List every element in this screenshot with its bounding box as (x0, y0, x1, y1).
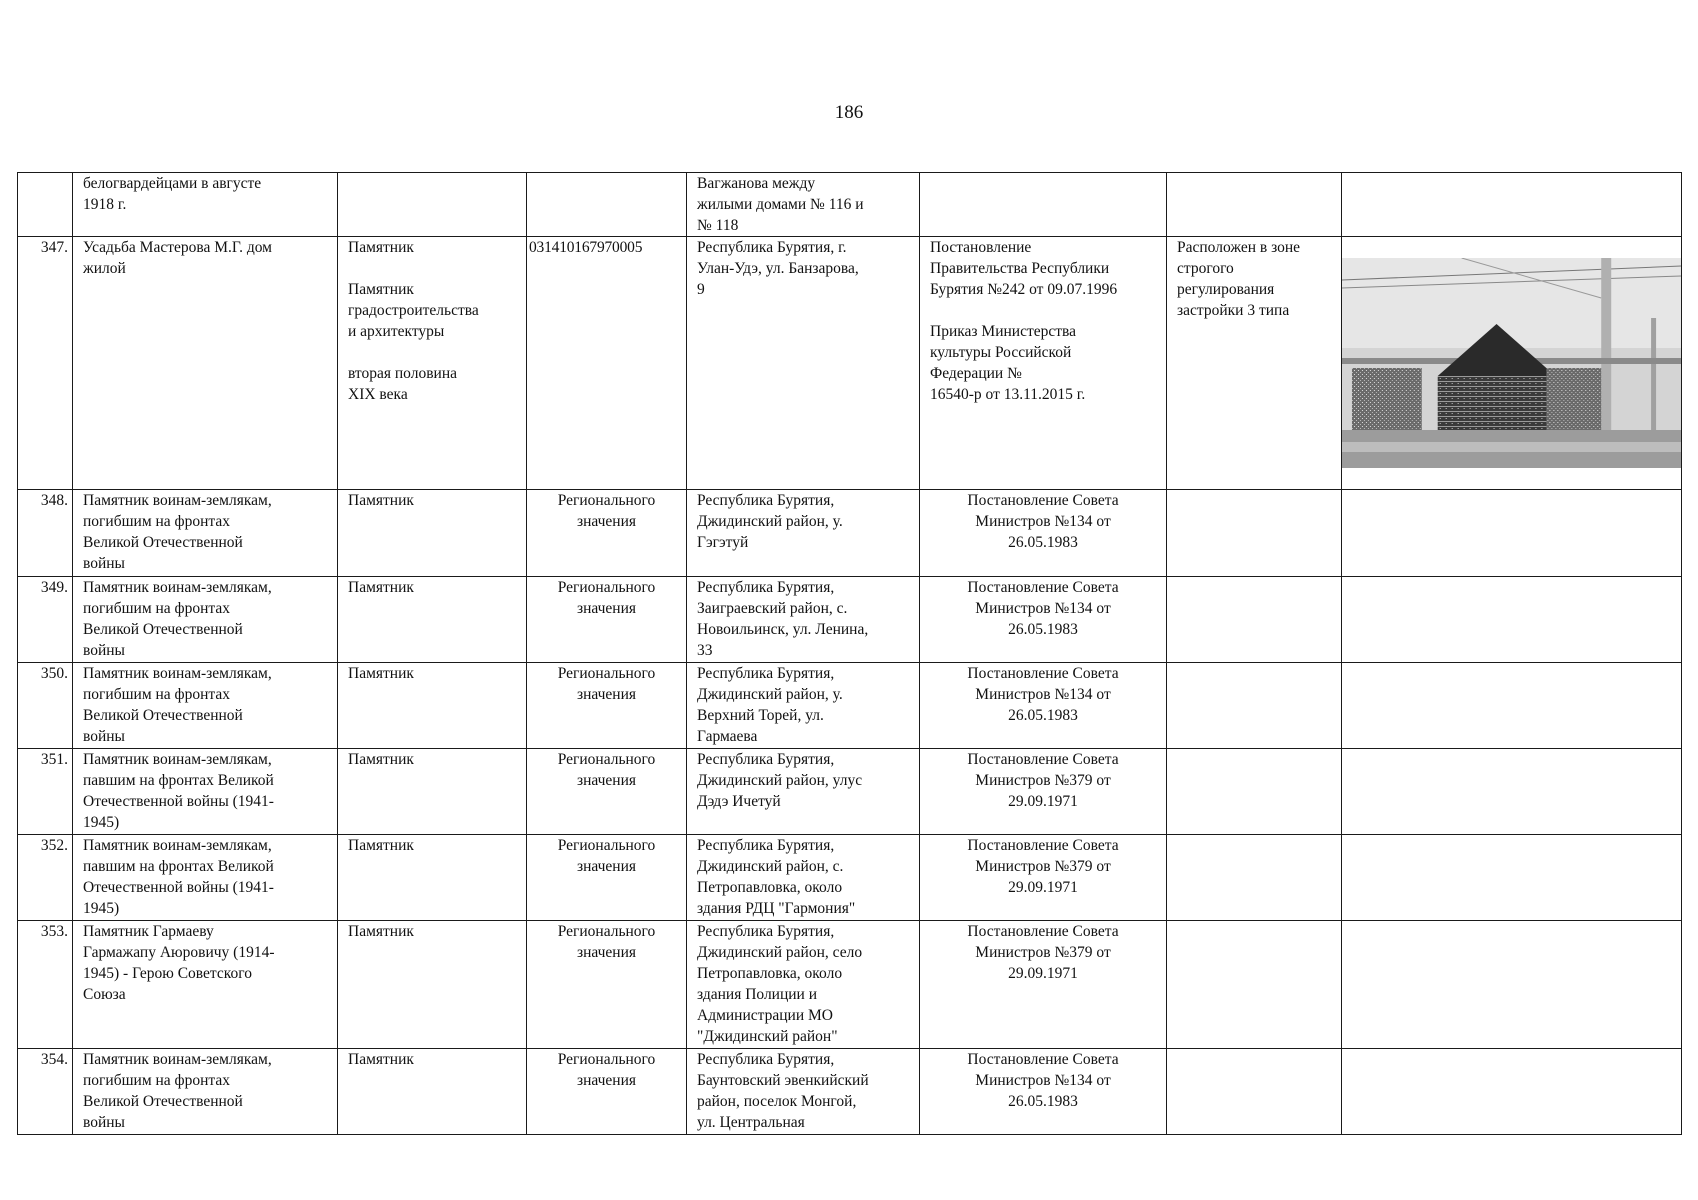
photo-cell (1342, 490, 1682, 577)
monument-category: Регионального значения (527, 577, 687, 663)
legal-document: Постановление Совета Министров №379 от 29.09.1971 (920, 921, 1167, 1049)
row-number: 353. (18, 921, 73, 1049)
table-row (18, 835, 1682, 921)
monument-name: Памятник Гармаеву Гармажапу Аюровичу (1914- 1945) - Герою Советского Союза (73, 921, 338, 1049)
table-row (18, 749, 1682, 835)
legal-document (920, 173, 1167, 237)
monument-address: Республика Бурятия, Баунтовский эвенкийский район, поселок Монгой, ул. Центральная (687, 1049, 920, 1135)
monument-address: Республика Бурятия, Джидинский район, с. Петропавловка, около здания РДЦ "Гармония" (687, 835, 920, 921)
row-number (18, 173, 73, 237)
note (1167, 921, 1342, 1049)
monument-type: Памятник Памятник градостроительства и архитектуры вторая половина XIX века (338, 237, 527, 490)
row-number: 351. (18, 749, 73, 835)
monument-name: Памятник воинам-землякам, павшим на фронтах Великой Отечественной войны (1941- 1945) (73, 749, 338, 835)
photo-cell (1342, 921, 1682, 1049)
photo-cell (1342, 1049, 1682, 1135)
legal-document: Постановление Совета Министров №134 от 26.05.1983 (920, 1049, 1167, 1135)
legal-document: Постановление Совета Министров №134 от 26.05.1983 (920, 490, 1167, 577)
monument-category: Регионального значения (527, 921, 687, 1049)
legal-document: Постановление Совета Министров №134 от 26.05.1983 (920, 663, 1167, 749)
note: Расположен в зоне строгого регулирования застройки 3 типа (1167, 237, 1342, 490)
monument-name: Памятник воинам-землякам, погибшим на фронтах Великой Отечественной войны (73, 577, 338, 663)
row-number: 352. (18, 835, 73, 921)
table-row (18, 237, 1682, 490)
note (1167, 835, 1342, 921)
legal-document: Постановление Совета Министров №379 от 29.09.1971 (920, 835, 1167, 921)
monument-type: Памятник (338, 490, 527, 577)
table-row (18, 1049, 1682, 1135)
page-number: 186 (834, 102, 864, 123)
monument-category: Регионального значения (527, 663, 687, 749)
monument-category (527, 173, 687, 237)
monument-address: Республика Бурятия, Заиграевский район, с. Новоильинск, ул. Ленина, 33 (687, 577, 920, 663)
monument-address: Вагжанова между жилыми домами № 116 и № 118 (687, 173, 920, 237)
monument-photo (1342, 258, 1681, 468)
photo-cell (1342, 577, 1682, 663)
legal-document: Постановление Правительства Республики Бурятия №242 от 09.07.1996 Приказ Министерства культуры Российской Федерации № 16540-р от 13.11.2015 г. (920, 237, 1167, 490)
monument-category: Регионального значения (527, 749, 687, 835)
legal-document: Постановление Совета Министров №379 от 29.09.1971 (920, 749, 1167, 835)
monument-type: Памятник (338, 663, 527, 749)
monument-type: Памятник (338, 921, 527, 1049)
table-row (18, 577, 1682, 663)
monument-category: Регионального значения (527, 1049, 687, 1135)
monument-category: Регионального значения (527, 835, 687, 921)
table-row (18, 921, 1682, 1049)
monument-address: Республика Бурятия, Джидинский район, у. Гэгэтуй (687, 490, 920, 577)
monument-address: Республика Бурятия, Джидинский район, у. Верхний Торей, ул. Гармаева (687, 663, 920, 749)
monument-type: Памятник (338, 835, 527, 921)
monument-name: белогвардейцами в августе 1918 г. (73, 173, 338, 237)
monument-type: Памятник (338, 577, 527, 663)
photo-cell (1342, 237, 1682, 490)
row-number: 354. (18, 1049, 73, 1135)
monument-address: Республика Бурятия, г. Улан-Удэ, ул. Банзарова, 9 (687, 237, 920, 490)
note (1167, 749, 1342, 835)
monument-registry-table (17, 172, 1682, 1135)
monument-type (338, 173, 527, 237)
note (1167, 490, 1342, 577)
photo-cell (1342, 749, 1682, 835)
monument-type: Памятник (338, 749, 527, 835)
note (1167, 577, 1342, 663)
table-row (18, 490, 1682, 577)
photo-cell (1342, 835, 1682, 921)
monument-name: Усадьба Мастерова М.Г. дом жилой (73, 237, 338, 490)
monument-address: Республика Бурятия, Джидинский район, улус Дэдэ Ичетуй (687, 749, 920, 835)
row-number: 349. (18, 577, 73, 663)
table-row (18, 663, 1682, 749)
monument-name: Памятник воинам-землякам, погибшим на фронтах Великой Отечественной войны (73, 663, 338, 749)
row-number: 348. (18, 490, 73, 577)
row-number: 350. (18, 663, 73, 749)
monument-type: Памятник (338, 1049, 527, 1135)
monument-name: Памятник воинам-землякам, погибшим на фронтах Великой Отечественной войны (73, 1049, 338, 1135)
table-row (18, 173, 1682, 237)
photo-cell (1342, 663, 1682, 749)
registry-code: 031410167970005 (527, 237, 687, 490)
monument-name: Памятник воинам-землякам, павшим на фронтах Великой Отечественной войны (1941- 1945) (73, 835, 338, 921)
legal-document: Постановление Совета Министров №134 от 26.05.1983 (920, 577, 1167, 663)
note (1167, 663, 1342, 749)
note (1167, 173, 1342, 237)
monument-address: Республика Бурятия, Джидинский район, село Петропавловка, около здания Полиции и Администрации МО "Джидинский район" (687, 921, 920, 1049)
monument-category: Регионального значения (527, 490, 687, 577)
row-number: 347. (18, 237, 73, 490)
photo-cell (1342, 173, 1682, 237)
monument-name: Памятник воинам-землякам, погибшим на фронтах Великой Отечественной войны (73, 490, 338, 577)
note (1167, 1049, 1342, 1135)
